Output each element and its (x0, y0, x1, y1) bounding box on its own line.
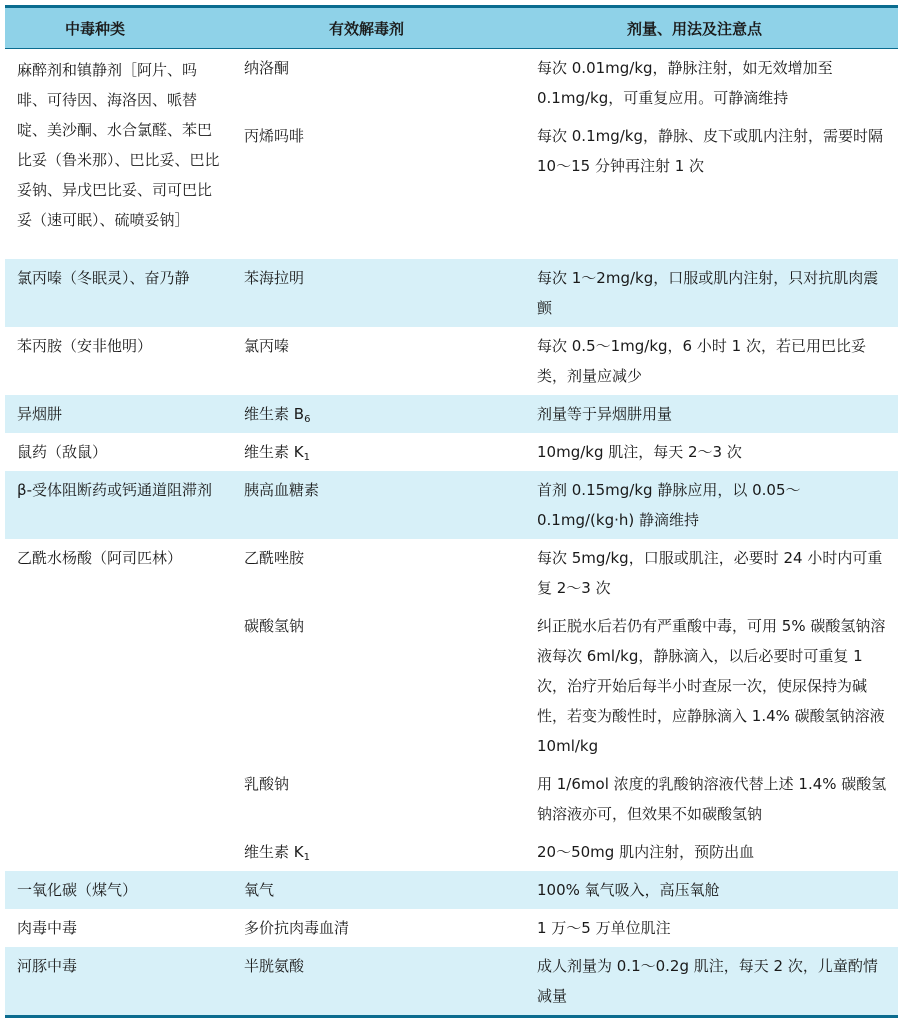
table-row (5, 327, 898, 395)
header-dosage: 剂量、用法及注意点 (527, 7, 898, 49)
dosage-cell: 100% 氧气吸入，高压氧舱 (537, 881, 720, 899)
poison-cell: 乙酰水杨酸（阿司匹林） (17, 549, 183, 567)
subscript: 6 (304, 414, 311, 425)
antidote-cell: 乳酸钠 (244, 775, 290, 793)
antidote-table (5, 5, 898, 1018)
antidote-cell: 半胱氨酸 (244, 957, 305, 975)
dosage-cell: 每次 0.01mg/kg，静脉注射，如无效增加至 0.1mg/kg，可重复应用。可静滴维持 (537, 59, 833, 107)
poison-cell: 异烟肼 (17, 405, 63, 423)
dosage-cell: 10mg/kg 肌注，每天 2～3 次 (537, 443, 742, 461)
dosage-cell: 剂量等于异烟肼用量 (537, 405, 673, 423)
poison-cell: β-受体阻断药或钙通道阻滞剂 (17, 481, 212, 499)
poison-cell: 苯丙胺（安非他明） (17, 337, 153, 355)
dosage-cell: 纠正脱水后若仍有严重酸中毒，可用 5% 碳酸氢钠溶液每次 6ml/kg，静脉滴入，以后必要时可重复 1 次，治疗开始后每半小时查尿一次，使尿保持为碱性，若变为酸性时，应静脉滴入 1.4% 碳酸氢钠溶液 10ml/kg (537, 617, 886, 755)
antidote-cell: 多价抗肉毒血清 (244, 919, 350, 937)
poison-cell: 鼠药（敌鼠） (17, 443, 108, 461)
antidote-cell: 碳酸氢钠 (244, 617, 305, 635)
table-body (5, 49, 898, 1017)
poison-cell: 河豚中毒 (17, 957, 78, 975)
table-row (5, 947, 898, 1017)
dosage-cell: 每次 5mg/kg，口服或肌注，必要时 24 小时内可重复 2～3 次 (537, 549, 883, 597)
antidote-cell: 维生素 K (244, 443, 304, 461)
header-poison-type: 中毒种类 (5, 7, 234, 49)
table-row (5, 49, 898, 118)
antidote-cell: 苯海拉明 (244, 269, 305, 287)
antidote-cell: 胰高血糖素 (244, 481, 320, 499)
antidote-cell: 丙烯吗啡 (244, 127, 305, 145)
antidote-table-page (5, 5, 898, 1018)
table-row (5, 871, 898, 909)
dosage-cell: 首剂 0.15mg/kg 静脉应用，以 0.05～0.1mg/(kg·h) 静滴维持 (537, 481, 801, 529)
table-row (5, 433, 898, 471)
table-header (5, 7, 898, 49)
dosage-cell: 每次 1～2mg/kg，口服或肌内注射，只对抗肌肉震颤 (537, 269, 879, 317)
dosage-cell: 成人剂量为 0.1～0.2g 肌注，每天 2 次，儿童酌情减量 (537, 957, 878, 1005)
dosage-cell: 用 1/6mol 浓度的乳酸钠溶液代替上述 1.4% 碳酸氢钠溶液亦可，但效果不如碳酸氢钠 (537, 775, 887, 823)
table-row (5, 259, 898, 327)
subscript: 1 (303, 852, 310, 863)
dosage-cell: 1 万～5 万单位肌注 (537, 919, 671, 937)
header-antidote: 有效解毒剂 (234, 7, 527, 49)
header-row (5, 7, 898, 49)
dosage-cell: 每次 0.5～1mg/kg，6 小时 1 次，若已用巴比妥类，剂量应减少 (537, 337, 866, 385)
table-row (5, 909, 898, 947)
table-row (5, 395, 898, 433)
poison-cell: 肉毒中毒 (17, 919, 78, 937)
poison-cell: 氯丙嗪（冬眠灵）、奋乃静 (17, 269, 190, 287)
antidote-cell: 纳洛酮 (244, 59, 290, 77)
subscript: 1 (303, 452, 310, 463)
dosage-cell: 每次 0.1mg/kg，静脉、皮下或肌内注射，需要时隔 10～15 分钟再注射 1 次 (537, 127, 884, 175)
poison-cell: 一氧化碳（煤气） (17, 881, 138, 899)
poison-cell: 麻醉剂和镇静剂［阿片、吗啡、可待因、海洛因、哌替啶、美沙酮、水合氯醛、苯巴比妥（鲁米那）、巴比妥、巴比妥钠、异戊巴比妥、司可巴比妥（速可眠）、硫喷妥钠］ (17, 61, 220, 229)
antidote-cell: 维生素 B (244, 405, 305, 423)
antidote-cell: 氯丙嗪 (244, 337, 290, 355)
table-row (5, 471, 898, 539)
antidote-cell: 乙酰唑胺 (244, 549, 305, 567)
antidote-cell: 氧气 (244, 881, 275, 899)
antidote-cell: 维生素 K (244, 843, 304, 861)
dosage-cell: 20～50mg 肌内注射，预防出血 (537, 843, 755, 861)
table-row (5, 539, 898, 607)
